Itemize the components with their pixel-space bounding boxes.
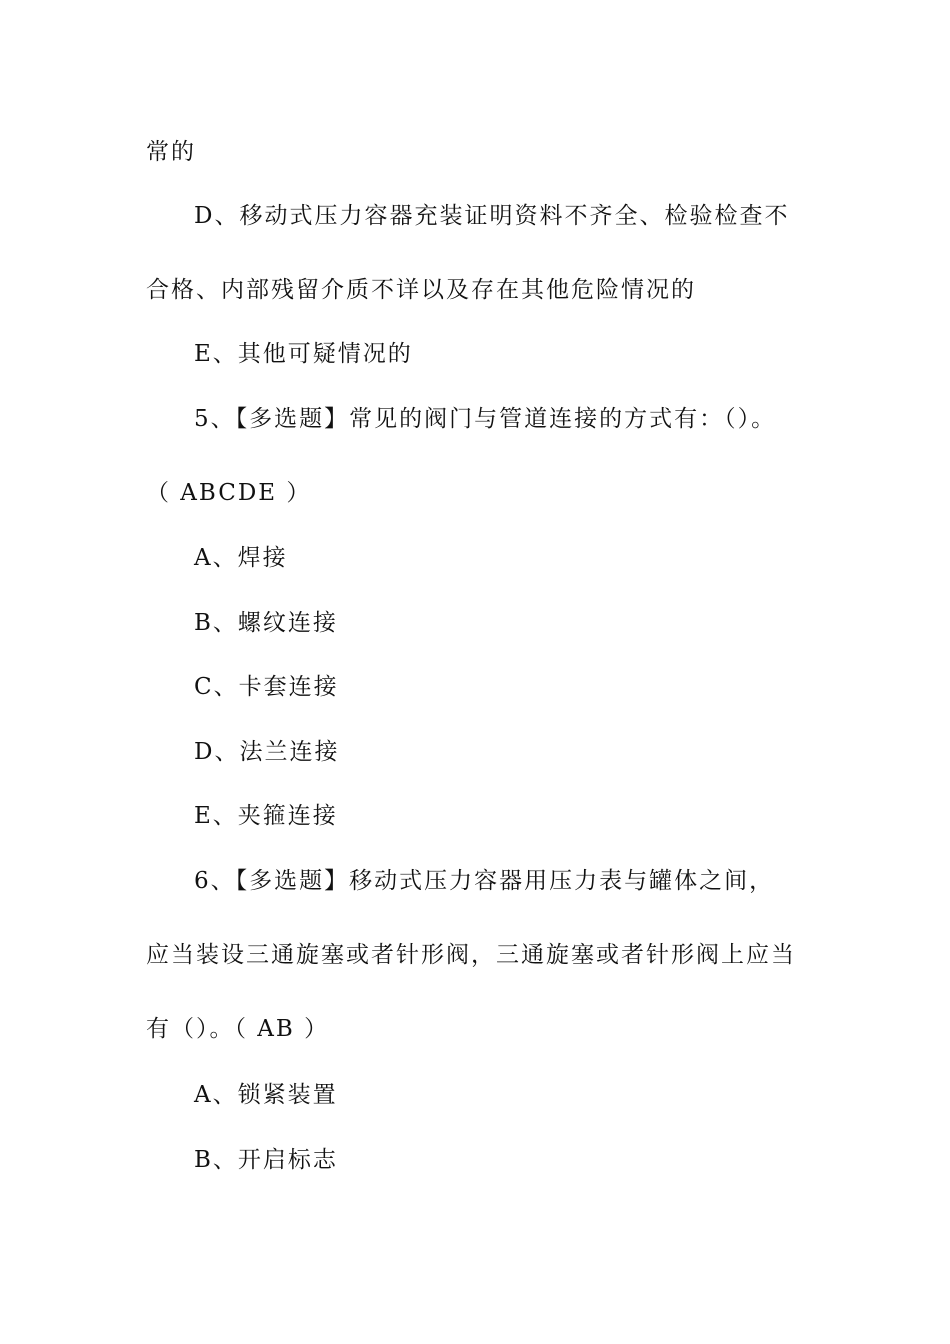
option-e-text: E、其他可疑情况的	[194, 341, 413, 367]
text-line-continuation: 常的	[146, 139, 196, 165]
q5-option-b: B、螺纹连接	[194, 610, 338, 636]
q6-option-a: A、锁紧装置	[194, 1082, 338, 1108]
question-5-text: 5、【多选题】常见的阀门与管道连接的方式有：（）。	[194, 406, 777, 432]
q5-option-d: D、法兰连接	[194, 739, 340, 765]
q5-option-a: A、焊接	[194, 545, 288, 571]
question-6-answer: 有（）。（ AB ）	[146, 1016, 330, 1042]
question-5-answer: （ ABCDE ）	[146, 480, 312, 506]
q5-option-c: C、卡套连接	[194, 674, 339, 700]
question-6-text-continued: 应当装设三通旋塞或者针形阀，三通旋塞或者针形阀上应当	[146, 942, 796, 968]
q5-option-e: E、夹箍连接	[194, 803, 338, 829]
option-d-text-continued: 合格、内部残留介质不详以及存在其他危险情况的	[146, 277, 696, 303]
q6-option-b: B、开启标志	[194, 1147, 338, 1173]
question-6-text: 6、【多选题】移动式压力容器用压力表与罐体之间，	[194, 868, 775, 894]
option-d-text: D、移动式压力容器充装证明资料不齐全、检验检查不	[194, 203, 790, 229]
